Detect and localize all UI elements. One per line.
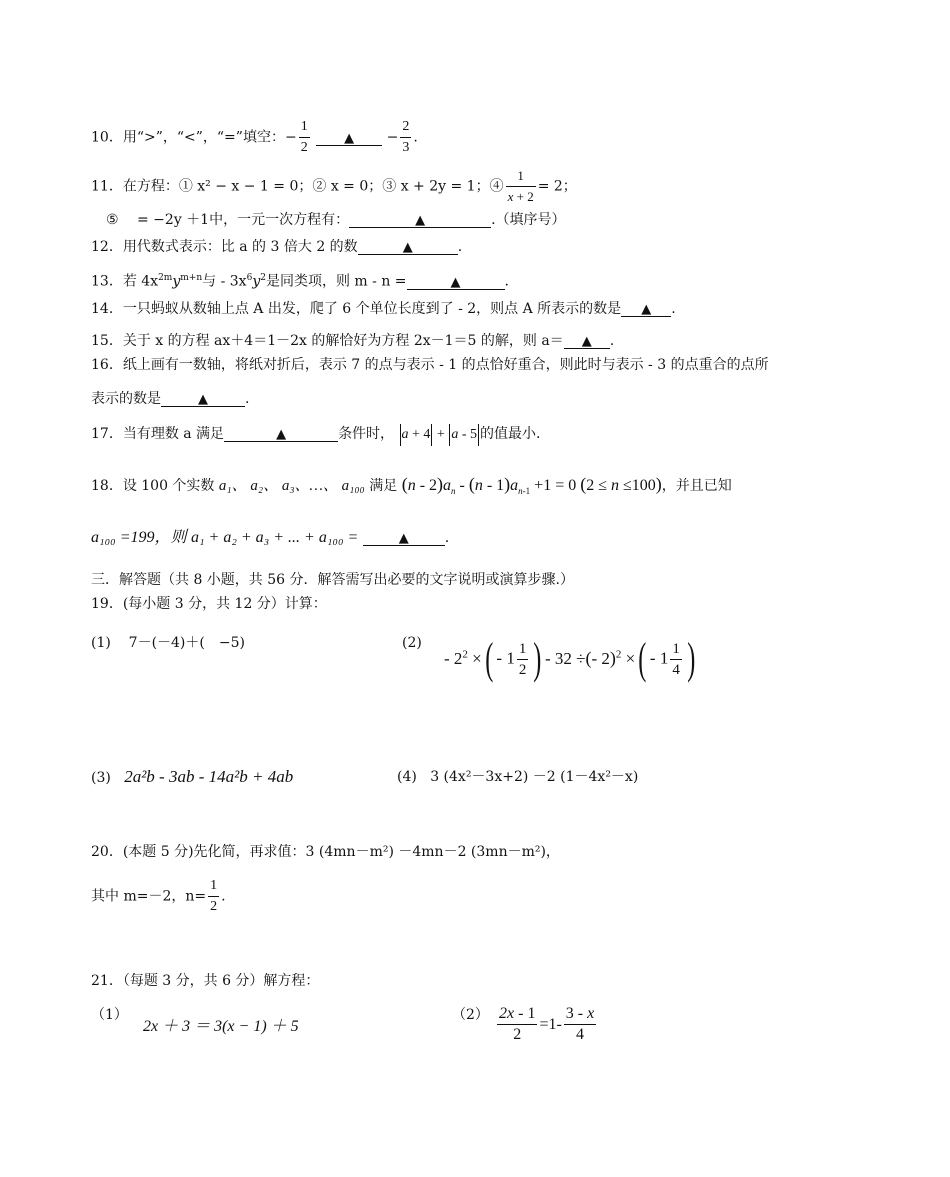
question-18-line-2: a₁₀₀ =199，则 a₁ + a₂ + a₃ + ... + a₁₀₀ = ▲ . <box>91 529 450 546</box>
fraction-two-thirds: $\frac{2}{3}$ <box>402 119 410 155</box>
question-16-line-1: 16．纸上画有一数轴，将纸对折后，表示 7 的点与表示 - 1 的点恰好重合，则此时与表示 - 3 的点重合的点所 <box>91 357 769 373</box>
triangle-mark-icon: ▲ <box>415 213 426 228</box>
triangle-mark-icon: ▲ <box>402 240 413 255</box>
q13-blank[interactable] <box>407 273 505 290</box>
fraction-one-half: $\frac{1}{2}$ <box>300 119 308 155</box>
section-3-heading: 三．解答题（共 8 小题，共 56 分．解答需写出必要的文字说明或演算步骤.） <box>91 572 574 588</box>
question-20-line-2: 其中 m=－2，n= $\frac{1}{2}$ . <box>91 876 226 917</box>
triangle-mark-icon: ▲ <box>344 130 355 146</box>
question-16-line-2: 表示的数是 ▲ . <box>91 391 250 407</box>
question-19-title: 19．(每小题 3 分，共 12 分）计算： <box>91 596 327 612</box>
question-20-line-1: 20．(本题 5 分)先化简，再求值：3 (4mn－m²) －4mn－2 (3mn－m²)， <box>91 844 560 860</box>
triangle-mark-icon: ▲ <box>198 392 208 407</box>
q10-blank[interactable] <box>316 129 382 146</box>
question-11-line-2: ⑤ = −2y ＋1中，一元一次方程有： ▲ .（填序号） <box>106 212 566 228</box>
sequence-list: a₁、 a₂、 a₃、…、 a₁₀₀ <box>218 478 365 494</box>
q19-part-4: (4) 3 (4x²－3x+2) －2 (1－4x²－x) <box>397 769 639 785</box>
q11-blank[interactable] <box>349 211 491 228</box>
triangle-mark-icon: ▲ <box>276 427 287 443</box>
q21-part-2: （2） <box>452 1007 489 1023</box>
q19-part-3: (3) 2a²b - 3ab - 14a²b + 4ab <box>91 767 294 786</box>
q19-part-2-expression: - $2^2$ ×( - 1 $\frac{1}{2}$ ) - 32 ÷(- 2)$^2$ ×( - 1 $\frac{1}{4}$ ) <box>444 634 696 684</box>
fraction-one-half: $\frac{1}{2}$ <box>210 878 218 914</box>
q19-part-1: (1) 7－(－4)＋( −5) <box>91 635 245 651</box>
q16-blank[interactable] <box>161 390 245 407</box>
q21-part-1-expression: 2x ＋ 3 ＝ 3(x − 1) ＋ 5 <box>143 1018 299 1035</box>
question-17: 17．当有理数 a 满足 ▲ 条件时， a + 4 + a - 5 的值最小. <box>91 424 540 446</box>
question-12: 12．用代数式表示：比 a 的 3 倍大 2 的数 ▲ . <box>91 239 463 255</box>
recurrence-condition: $(n - 2)a_n - (n - 1)a_{n-1} +1 = 0$ (2 ≤ n ≤100) <box>401 474 662 497</box>
triangle-mark-icon: ▲ <box>641 302 652 317</box>
question-18-line-1: 18．设 100 个实数 a₁、 a₂、 a₃、…、 a₁₀₀ 满足 $(n - 2)a_n - (n - 1)a_{n-1} +1 = 0$ (2 ≤ n ≤100)，并且已知 <box>91 474 732 497</box>
fraction-1-over-x-plus-2: $\frac{1}{x + 2}$ <box>507 168 534 204</box>
question-14: 14．一只蚂蚁从数轴上点 A 出发，爬了 6 个单位长度到了 - 2，则点 A 所表示的数是 ▲ . <box>91 301 676 317</box>
q12-blank[interactable] <box>358 238 458 255</box>
abs-expression: a + 4 + a - 5 <box>399 427 480 442</box>
question-15: 15．关于 x 的方程 ax＋4＝1－2x 的解恰好为方程 2x－1＝5 的解，则 a＝ ▲ . <box>91 333 615 349</box>
triangle-mark-icon: ▲ <box>581 334 592 349</box>
triangle-mark-icon: ▲ <box>398 531 409 546</box>
question-10: 10．用“>”，“<”，“=”填空：− $\frac{1}{2}$ ▲ − $\frac{2}{3}$ . <box>91 117 418 158</box>
triangle-mark-icon: ▲ <box>450 274 461 290</box>
q19-part-2: (2) <box>402 635 422 651</box>
question-21-title: 21．（每题 3 分，共 6 分）解方程： <box>91 973 320 989</box>
q21-part-1: （1） <box>91 1007 128 1023</box>
question-11-line-1: 11．在方程：① x² − x − 1 = 0；② x = 0；③ x + 2y = 1；④ $\frac{1}{x + 2}$ = 2； <box>91 166 577 207</box>
q10-text: 10．用“>”，“<”，“=”填空：− <box>91 129 297 146</box>
q15-blank[interactable] <box>564 332 610 349</box>
q17-blank[interactable] <box>224 425 338 442</box>
sum-expression: a₁ + a₂ + a₃ + ... + a₁₀₀ = <box>190 529 359 546</box>
q18-blank[interactable] <box>363 529 445 546</box>
question-13: 13．若 $4x^{2m}y^{m+n}$与 - $3x^6y^2$是同类项，则 m - n = ▲ . <box>91 273 509 290</box>
q14-blank[interactable] <box>621 300 671 317</box>
q21-part-2-expression: $\frac{2x - 1}{2}$ =1- $\frac{3 - x}{4}$ <box>499 1005 595 1043</box>
